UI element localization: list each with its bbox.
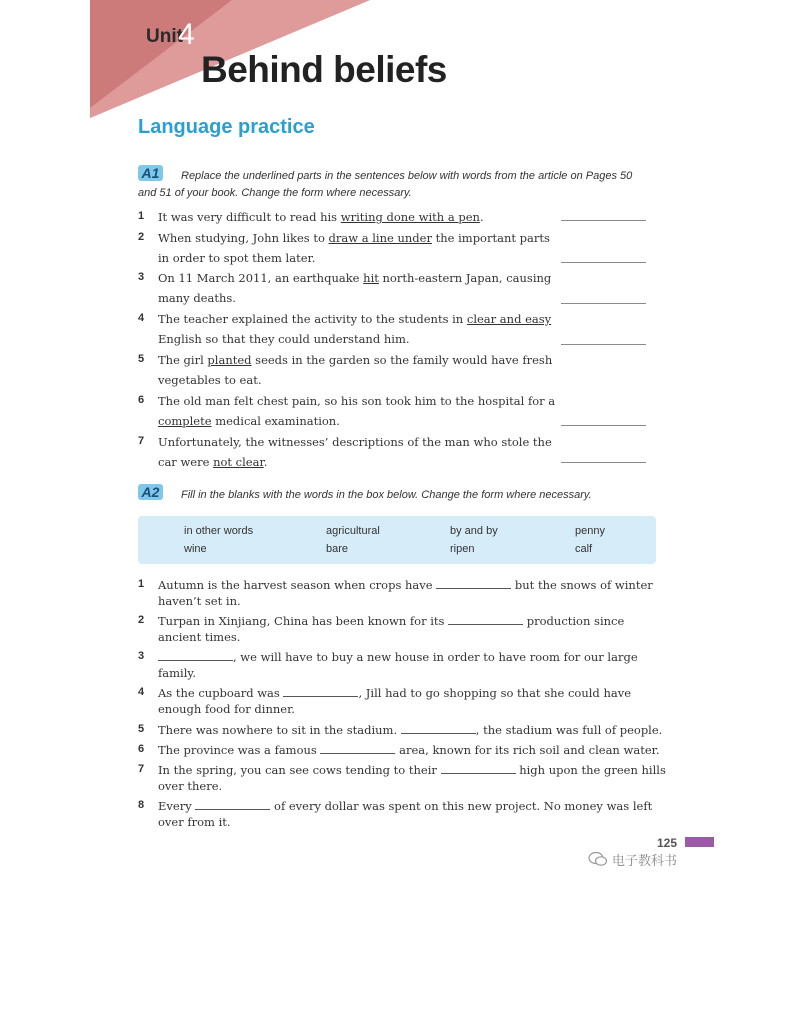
a2-badge: A2 <box>138 484 163 500</box>
answer-line[interactable] <box>561 303 646 304</box>
page-number: 125 <box>657 836 678 850</box>
question-number: 6 <box>138 394 145 406</box>
underlined-phrase: planted <box>207 353 252 367</box>
question-text: over there. <box>158 779 223 793</box>
page-title: Behind beliefs <box>201 49 447 90</box>
question-number: 5 <box>138 353 145 365</box>
question-number: 4 <box>138 686 145 698</box>
question-text: Turpan in Xinjiang, China has been known for its production since <box>158 614 625 628</box>
question-text: ancient times. <box>158 630 241 644</box>
question-text: car were not clear. <box>158 455 268 469</box>
answer-blank[interactable] <box>283 686 358 697</box>
a1-instruction-line1: Replace the underlined parts in the sentences below with words from the article on Pages 50 <box>181 170 633 182</box>
answer-blank[interactable] <box>401 723 476 734</box>
question-text: , we will have to buy a new house in order to have room for our large <box>158 650 638 664</box>
word-box-item: ripen <box>450 543 475 555</box>
answer-blank[interactable] <box>320 743 395 754</box>
answer-line[interactable] <box>561 220 646 221</box>
word-box-item: bare <box>326 543 349 555</box>
question-text: family. <box>158 666 196 680</box>
underlined-phrase: hit <box>363 271 379 285</box>
a2-instruction-line: Fill in the blanks with the words in the box below. Change the form where necessary. <box>181 489 592 501</box>
underlined-phrase: not clear <box>213 455 264 469</box>
a1-badge: A1 <box>138 165 163 181</box>
underlined-phrase: draw a line under <box>328 231 432 245</box>
answer-blank[interactable] <box>448 614 523 625</box>
question-number: 2 <box>138 231 145 243</box>
word-box-item: penny <box>575 525 605 537</box>
word-box-item: calf <box>575 543 593 555</box>
answer-line[interactable] <box>561 425 646 426</box>
question-text: Autumn is the harvest season when crops have but the snows of winter <box>158 578 653 592</box>
answer-line[interactable] <box>561 344 646 345</box>
answer-blank[interactable] <box>158 650 233 661</box>
answer-line[interactable] <box>561 262 646 263</box>
unit-label: Unit <box>146 26 183 47</box>
question-number: 6 <box>138 743 145 755</box>
question-text: The old man felt chest pain, so his son took him to the hospital for a <box>158 394 556 408</box>
page-number-bar <box>685 837 714 847</box>
word-box-item: in other words <box>184 525 254 537</box>
word-box-item: agricultural <box>326 525 380 537</box>
question-text: haven’t set in. <box>158 594 241 608</box>
underlined-phrase: complete <box>158 414 212 428</box>
question-number: 2 <box>138 614 145 626</box>
question-text: Every of every dollar was spent on this new project. No money was left <box>158 799 653 813</box>
underlined-phrase: clear and easy <box>466 312 552 326</box>
question-number: 4 <box>138 312 145 324</box>
question-text: On 11 March 2011, an earthquake hit north-eastern Japan, causing <box>158 271 552 285</box>
question-text: As the cupboard was , Jill had to go shopping so that she could have <box>158 686 632 700</box>
question-text: In the spring, you can see cows tending to their high upon the green hills <box>158 763 666 777</box>
watermark-text: 电子教科书 <box>612 854 678 869</box>
underlined-phrase: writing done with a pen <box>340 210 480 224</box>
answer-blank[interactable] <box>195 799 270 810</box>
question-number: 1 <box>138 210 145 222</box>
question-number: 7 <box>138 435 145 447</box>
question-text: Unfortunately, the witnesses’ descriptions of the man who stole the <box>158 435 552 449</box>
question-text: There was nowhere to sit in the stadium. , the stadium was full of people. <box>158 723 663 737</box>
unit-number: 4 <box>178 18 195 51</box>
question-text: enough food for dinner. <box>158 702 295 716</box>
question-text: over from it. <box>158 815 231 829</box>
question-text: The teacher explained the activity to the students in clear and easy <box>158 312 552 326</box>
question-text: vegetables to eat. <box>158 373 262 387</box>
question-text: The province was a famous area, known for its rich soil and clean water. <box>158 743 660 757</box>
question-text: many deaths. <box>158 291 236 305</box>
word-box-item: by and by <box>450 525 498 537</box>
question-number: 3 <box>138 650 145 662</box>
question-text: complete medical examination. <box>158 414 340 428</box>
question-text: When studying, John likes to draw a line under the important parts <box>158 231 550 245</box>
question-number: 5 <box>138 723 145 735</box>
question-number: 7 <box>138 763 145 775</box>
answer-line[interactable] <box>561 462 646 463</box>
answer-blank[interactable] <box>436 578 511 589</box>
question-number: 1 <box>138 578 145 590</box>
word-box <box>138 516 656 564</box>
question-text: It was very difficult to read his writing done with a pen. <box>158 210 484 224</box>
question-text: in order to spot them later. <box>158 251 316 265</box>
a1-instruction-line2: and 51 of your book. Change the form where necessary. <box>138 187 412 199</box>
question-text: The girl planted seeds in the garden so the family would have fresh <box>158 353 553 367</box>
question-text: English so that they could understand him. <box>158 332 410 346</box>
answer-blank[interactable] <box>441 763 516 774</box>
question-number: 8 <box>138 799 145 811</box>
question-number: 3 <box>138 271 145 283</box>
word-box-item: wine <box>184 543 207 555</box>
chat-bubble-icon <box>588 851 608 867</box>
section-title: Language practice <box>138 116 315 138</box>
